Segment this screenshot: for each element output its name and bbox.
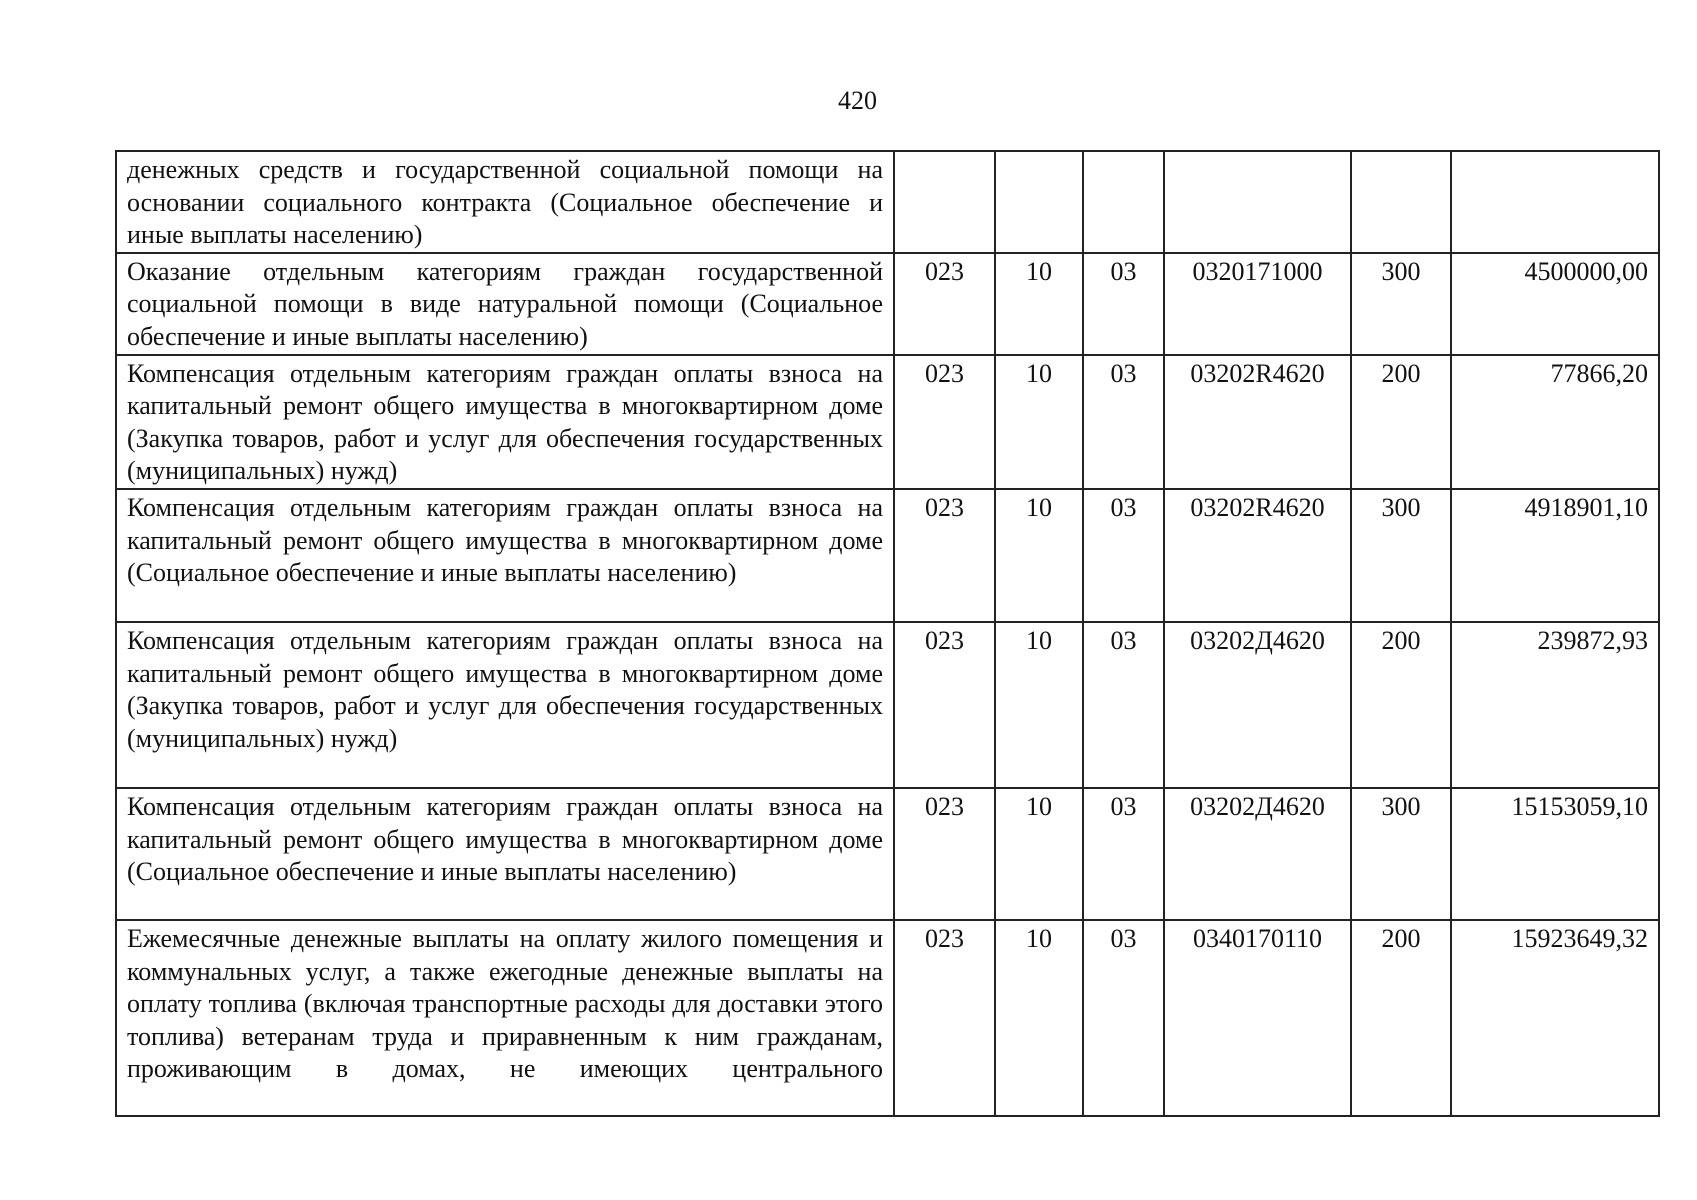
description-cell: Компенсация отдельным категориям граждан оплаты взноса на капитальный ремонт общего имущества в многоквартирном доме (Закупка товаров, работ и услуг для обеспечения государственных (муниципальных) нужд) <box>116 622 894 788</box>
section-code-cell: 10 <box>995 355 1083 489</box>
amount-cell: 15923649,32 <box>1451 920 1659 1116</box>
target-article-cell: 03202R4620 <box>1164 355 1351 489</box>
table-row <box>116 253 1659 355</box>
target-article-cell <box>1164 151 1351 253</box>
expense-type-cell <box>1351 151 1451 253</box>
target-article-cell: 03202Д4620 <box>1164 788 1351 920</box>
expense-type-cell: 300 <box>1351 253 1451 355</box>
page-number: 420 <box>838 86 877 115</box>
table-row <box>116 920 1659 1116</box>
amount-cell: 77866,20 <box>1451 355 1659 489</box>
subsection-code-cell: 03 <box>1083 355 1164 489</box>
section-code-cell: 10 <box>995 622 1083 788</box>
section-code-cell: 10 <box>995 489 1083 622</box>
expense-type-cell: 200 <box>1351 622 1451 788</box>
expense-type-cell: 300 <box>1351 489 1451 622</box>
ministry-code-cell: 023 <box>894 920 995 1116</box>
target-article-cell: 03202Д4620 <box>1164 622 1351 788</box>
subsection-code-cell: 03 <box>1083 788 1164 920</box>
table-row <box>116 622 1659 788</box>
description-cell: Компенсация отдельным категориям граждан оплаты взноса на капитальный ремонт общего имущества в многоквартирном доме (Социальное обеспечение и иные выплаты населению) <box>116 489 894 622</box>
expense-type-cell: 300 <box>1351 788 1451 920</box>
subsection-code-cell: 03 <box>1083 253 1164 355</box>
budget-table <box>115 150 1660 1117</box>
section-code-cell: 10 <box>995 920 1083 1116</box>
ministry-code-cell <box>894 151 995 253</box>
expense-type-cell: 200 <box>1351 355 1451 489</box>
amount-cell <box>1451 151 1659 253</box>
description-cell: Оказание отдельным категориям граждан государственной социальной помощи в виде натуральной помощи (Социальное обеспечение и иные выплаты населению) <box>116 253 894 355</box>
table-row <box>116 151 1659 253</box>
ministry-code-cell: 023 <box>894 355 995 489</box>
table-row <box>116 355 1659 489</box>
ministry-code-cell: 023 <box>894 622 995 788</box>
table-row <box>116 489 1659 622</box>
target-article-cell: 0320171000 <box>1164 253 1351 355</box>
target-article-cell: 0340170110 <box>1164 920 1351 1116</box>
subsection-code-cell <box>1083 151 1164 253</box>
amount-cell: 15153059,10 <box>1451 788 1659 920</box>
target-article-cell: 03202R4620 <box>1164 489 1351 622</box>
description-cell: Ежемесячные денежные выплаты на оплату жилого помещения и коммунальных услуг, а также ежегодные денежные выплаты на оплату топлива (включая транспортные расходы для доставки этого топлива) ветеранам труда и приравненным к ним гражданам, проживающим в домах, не имеющих центрального <box>116 920 894 1116</box>
expense-type-cell: 200 <box>1351 920 1451 1116</box>
ministry-code-cell: 023 <box>894 788 995 920</box>
description-cell: денежных средств и государственной социальной помощи на основании социального контракта (Социальное обеспечение и иные выплаты населению) <box>116 151 894 253</box>
amount-cell: 4918901,10 <box>1451 489 1659 622</box>
subsection-code-cell: 03 <box>1083 622 1164 788</box>
subsection-code-cell: 03 <box>1083 920 1164 1116</box>
description-cell: Компенсация отдельным категориям граждан оплаты взноса на капитальный ремонт общего имущества в многоквартирном доме (Социальное обеспечение и иные выплаты населению) <box>116 788 894 920</box>
table-row <box>116 788 1659 920</box>
section-code-cell: 10 <box>995 788 1083 920</box>
section-code-cell: 10 <box>995 253 1083 355</box>
description-cell: Компенсация отдельным категориям граждан оплаты взноса на капитальный ремонт общего имущества в многоквартирном доме (Закупка товаров, работ и услуг для обеспечения государственных (муниципальных) нужд) <box>116 355 894 489</box>
ministry-code-cell: 023 <box>894 253 995 355</box>
subsection-code-cell: 03 <box>1083 489 1164 622</box>
amount-cell: 239872,93 <box>1451 622 1659 788</box>
ministry-code-cell: 023 <box>894 489 995 622</box>
section-code-cell <box>995 151 1083 253</box>
amount-cell: 4500000,00 <box>1451 253 1659 355</box>
